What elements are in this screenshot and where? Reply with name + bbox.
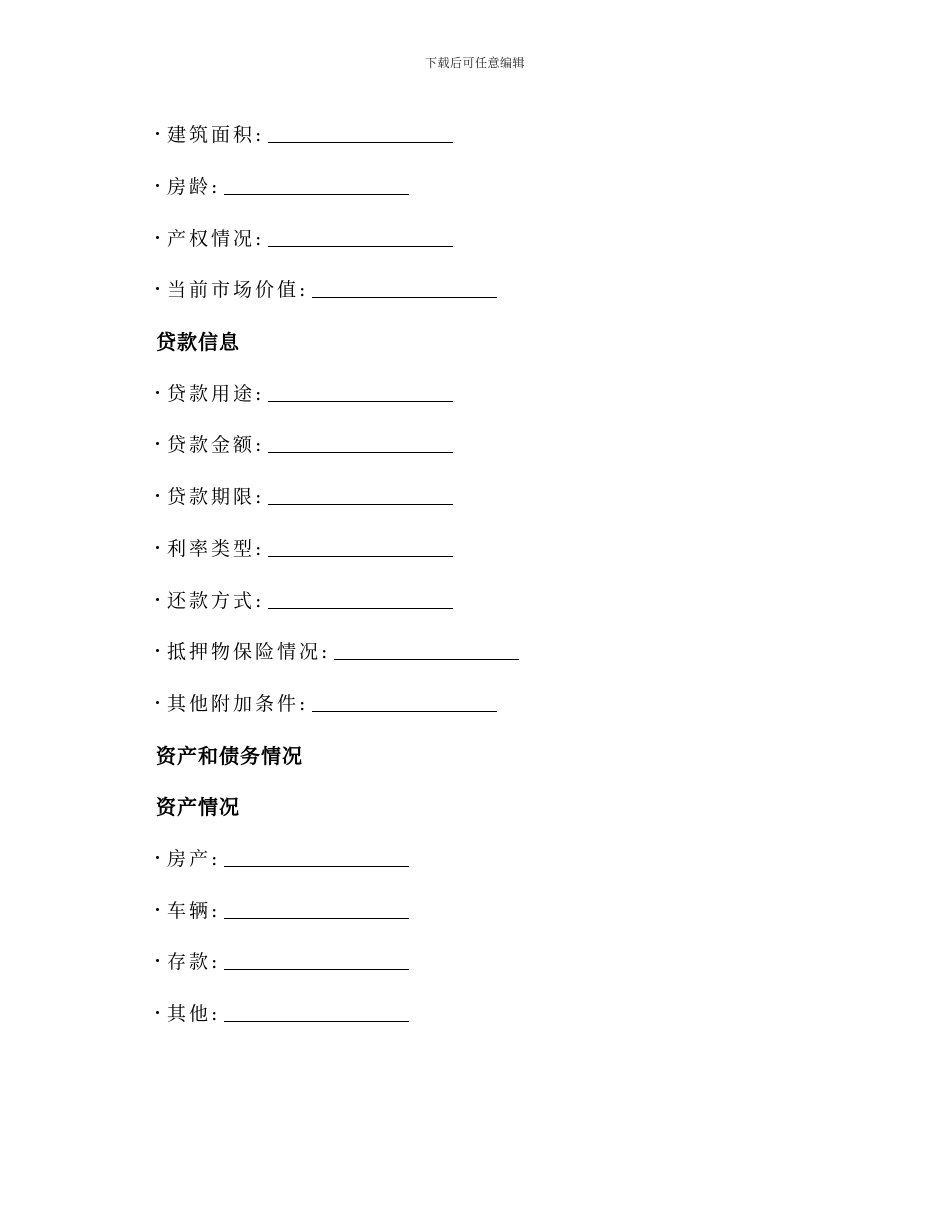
bullet-icon — [156, 856, 159, 859]
fill-in-blank-line[interactable] — [268, 482, 453, 505]
bullet-icon — [156, 236, 159, 239]
form-field-row — [156, 366, 796, 418]
field-label: 贷款金额: — [167, 434, 265, 457]
fill-in-blank-line[interactable] — [224, 844, 409, 867]
fill-in-blank-line[interactable] — [268, 379, 453, 402]
field-label: 房产: — [167, 847, 221, 870]
form-field-row — [156, 470, 796, 522]
bullet-icon — [156, 649, 159, 652]
fill-in-blank-line[interactable] — [268, 224, 453, 247]
form-field-row — [156, 263, 796, 315]
bullet-icon — [156, 598, 159, 601]
field-label: 抵押物保险情况: — [167, 641, 331, 664]
bullet-icon — [156, 701, 159, 704]
field-label: 车辆: — [167, 899, 221, 922]
bullet-icon — [156, 959, 159, 962]
form-field-row — [156, 573, 796, 625]
fill-in-blank-line[interactable] — [224, 947, 409, 970]
fill-in-blank-line[interactable] — [268, 120, 453, 143]
form-field-row — [156, 935, 796, 987]
field-label: 贷款用途: — [167, 382, 265, 405]
field-label: 建筑面积: — [167, 124, 265, 147]
bullet-icon — [156, 287, 159, 290]
form-field-row — [156, 883, 796, 935]
fill-in-blank-line[interactable] — [312, 689, 497, 712]
bullet-icon — [156, 908, 159, 911]
fill-in-blank-line[interactable] — [312, 275, 497, 298]
bullet-icon — [156, 494, 159, 497]
field-label: 产权情况: — [167, 227, 265, 250]
field-label: 房龄: — [167, 176, 221, 199]
form-field-row — [156, 160, 796, 212]
section-heading: 资产情况 — [156, 795, 240, 820]
form-field-row — [156, 677, 796, 729]
fill-in-blank-line[interactable] — [224, 172, 409, 195]
form-content — [156, 108, 796, 1038]
field-label: 还款方式: — [167, 589, 265, 612]
field-label: 贷款期限: — [167, 486, 265, 509]
bullet-icon — [156, 1011, 159, 1014]
form-field-row — [156, 987, 796, 1039]
field-label: 其他附加条件: — [167, 692, 309, 715]
field-label: 当前市场价值: — [167, 279, 309, 302]
field-label: 其他: — [167, 1003, 221, 1026]
bullet-icon — [156, 546, 159, 549]
form-field-row — [156, 211, 796, 263]
header-note: 下载后可任意编辑 — [424, 56, 525, 70]
form-field-row — [156, 108, 796, 160]
section-heading: 贷款信息 — [156, 330, 240, 355]
field-label: 利率类型: — [167, 537, 265, 560]
bullet-icon — [156, 391, 159, 394]
fill-in-blank-line[interactable] — [224, 896, 409, 919]
fill-in-blank-line[interactable] — [334, 637, 519, 660]
field-label: 存款: — [167, 951, 221, 974]
bullet-icon — [156, 132, 159, 135]
section-heading: 资产和债务情况 — [156, 743, 303, 768]
form-field-row — [156, 625, 796, 677]
fill-in-blank-line[interactable] — [224, 999, 409, 1022]
fill-in-blank-line[interactable] — [268, 586, 453, 609]
fill-in-blank-line[interactable] — [268, 430, 453, 453]
bullet-icon — [156, 442, 159, 445]
bullet-icon — [156, 184, 159, 187]
form-field-row — [156, 522, 796, 574]
fill-in-blank-line[interactable] — [268, 534, 453, 557]
form-field-row — [156, 832, 796, 884]
form-field-row — [156, 418, 796, 470]
